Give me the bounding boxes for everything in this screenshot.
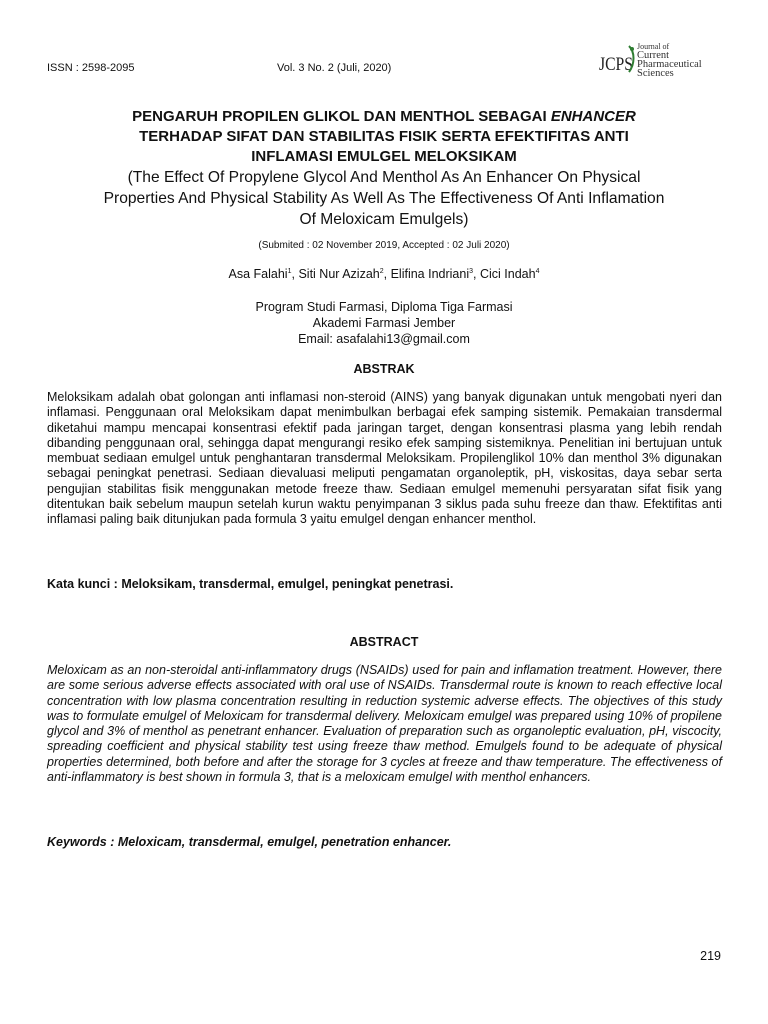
title-block — [40, 107, 728, 230]
author-name: Elifina Indriani — [390, 267, 470, 281]
title-id-line-3: INFLAMASI EMULGEL MELOKSIKAM — [251, 148, 517, 165]
affiliation-email: Email: asafalahi13@gmail.com — [298, 332, 470, 346]
author-name: Siti Nur Azizah — [298, 267, 380, 281]
title-id-line-1a: PENGARUH PROPILEN GLIKOL DAN MENTHOL SEBAGAI — [132, 108, 551, 125]
svg-text:JCPS: JCPS — [599, 54, 633, 75]
title-en-line-3: Of Meloxicam Emulgels) — [299, 211, 469, 228]
issn: ISSN : 2598-2095 — [47, 62, 135, 74]
keywords: Keywords : Meloxicam, transdermal, emulgel, penetration enhancer. — [47, 835, 452, 849]
author-affil-mark: 2 — [379, 267, 384, 275]
title-id-line-2: TERHADAP SIFAT DAN STABILITAS FISIK SERTA EFEKTIFITAS ANTI — [139, 128, 629, 145]
title-en-line-1: (The Effect Of Propylene Glycol And Menthol As An Enhancer On Physical — [127, 169, 641, 186]
abstract-text: Meloxicam as an non-steroidal anti-inflammatory drugs (NSAIDs) used for pain and inflamation treatment. However, there are some serious adverse effects associated with oral use of NSAIDs. Transdermal route is known to reach effective local concentration with low plasma concentration resulting in reduction systemic adverse effects. The objectives of this study was to formulate emulgel of Meloxicam for transdermal delivery. Meloxicam emulgel was prepared using 10% of propilene glycol and 3% of menthol as penetrant enhancer. Evaluation of preparation such as organoleptic evaluation, pH, viscocity, spreading coefficient and physical stability test using freeze thaw method. Emulgels found to be adequate of physical properties determined, both before and after the storage for 3 cycles at freeze and thaw temperature. The effectiveness of anti-inflammatory is best shown in formula 3, that is a meloxicam emulgel with menthol enhancers. — [47, 663, 722, 785]
title-indonesian — [40, 107, 728, 167]
abstract-heading: ABSTRACT — [349, 635, 419, 649]
affiliation-institution: Akademi Farmasi Jember — [312, 316, 456, 330]
submission-dates: (Submited : 02 November 2019, Accepted : 02 Juli 2020) — [258, 240, 510, 251]
running-header — [47, 42, 721, 86]
title-en-line-2: Properties And Physical Stability As Well As The Effectiveness Of Anti Inflamation — [103, 190, 665, 207]
logo-line-current: Current — [637, 50, 670, 61]
abstrak-heading: ABSTRAK — [353, 362, 415, 376]
logo-line-pharmaceutical: Pharmaceutical — [637, 59, 702, 70]
jcps-logo-icon — [599, 42, 639, 78]
author-affil-mark: 3 — [469, 267, 474, 275]
title-english — [40, 167, 728, 230]
page-number: 219 — [700, 949, 721, 963]
author-name: Cici Indah — [479, 267, 536, 281]
author-list: Asa Falahi$^1$, Siti Nur Azizah$^2$, Elifina Indriani$^3$, Cici Indah$^4$ — [228, 267, 540, 281]
logo-line-sciences: Sciences — [637, 68, 674, 79]
affiliation — [0, 299, 768, 347]
affiliation-program: Program Studi Farmasi, Diploma Tiga Farmasi — [255, 300, 513, 314]
volume-info: Vol. 3 No. 2 (Juli, 2020) — [277, 62, 392, 74]
journal-logo — [599, 42, 721, 78]
kata-kunci: Kata kunci : Meloksikam, transdermal, emulgel, peningkat penetrasi. — [47, 577, 454, 591]
title-id-line-1b: ENHANCER — [550, 108, 636, 125]
author-affil-mark: 1 — [287, 267, 292, 275]
abstrak-text: Meloksikam adalah obat golongan anti inflamasi non-steroid (AINS) yang banyak digunakan untuk mengobati nyeri dan inflamasi. Penggunaan oral Meloksikam dapat menimbulkan berbagai efek samping sistemik. Pemakaian transdermal diketahui mampu mencapai konsentrasi efektif pada jaringan target, dengan konsentrasi plasma yang lebih rendah dibanding penggunaan oral, sehingga dapat mengurangi resiko efek samping sistemiknya. Penelitian ini bertujuan untuk membuat sediaan emulgel untuk penghantaran transdermal Meloksikam. Propilenglikol 10% dan menthol 3% digunakan sebagai peningkat penetrasi. Sediaan dievaluasi meliputi pengamatan organoleptik, pH, viskositas, daya sebar serta pengujian stabilitas fisik menggunakan metode freeze thaw. Sediaan emulgel memenuhi persyaratan sifat fisik yang ditentukan baik sebelum maupun setelah kurun waktu penyimpanan 3 siklus pada suhu freeze dan thaw. Efektifitas anti inflamasi paling baik ditunjukan pada formula 3 yaitu emulgel dengan enhancer menthol. — [47, 390, 722, 527]
author-name: Asa Falahi — [228, 267, 288, 281]
logo-line-journal: Journal of — [637, 42, 670, 51]
author-affil-mark: 4 — [535, 267, 540, 275]
